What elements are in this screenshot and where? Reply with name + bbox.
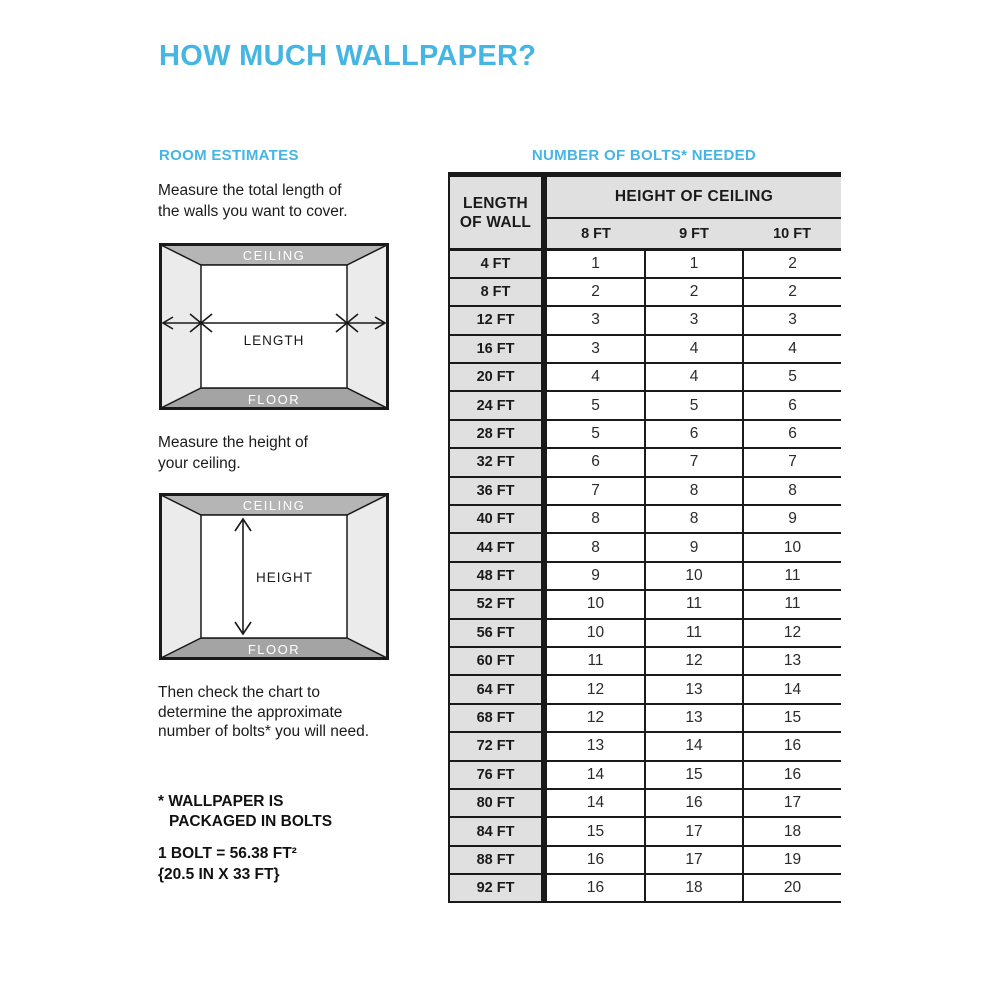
table-row [449,533,841,561]
bolt-count-cell: 5 [544,391,645,419]
table-row [449,562,841,590]
table-row [449,391,841,419]
table-header-row-1 [449,175,841,219]
bolt-count-cell: 6 [743,420,841,448]
bolt-count-cell: 16 [743,732,841,760]
bolt-size-info [158,844,297,885]
wall-length-cell: 88 FT [449,846,544,874]
bolt-count-cell: 4 [544,363,645,391]
bolt-count-cell: 7 [743,448,841,476]
bolt-count-cell: 11 [743,562,841,590]
bolt-count-cell: 14 [544,789,645,817]
table-row [449,846,841,874]
bolts-table-container [448,172,841,903]
bolt-count-cell: 10 [544,619,645,647]
table-row [449,363,841,391]
wall-length-cell: 84 FT [449,817,544,845]
bolt-count-cell: 10 [645,562,743,590]
wall-length-cell: 68 FT [449,704,544,732]
table-row [449,761,841,789]
room-height-diagram [159,493,389,660]
wall-length-cell: 72 FT [449,732,544,760]
wall-length-cell: 80 FT [449,789,544,817]
bolt-count-cell: 2 [743,250,841,278]
height-of-ceiling-header: HEIGHT OF CEILING [544,175,841,219]
floor-label: FLOOR [247,642,301,657]
bolt-count-cell: 11 [645,590,743,618]
wall-length-cell: 56 FT [449,619,544,647]
bolt-count-cell: 15 [645,761,743,789]
text-line: number of bolts* you will need. [158,723,370,740]
bolt-count-cell: 3 [544,306,645,334]
wall-length-cell: 8 FT [449,278,544,306]
bolt-count-cell: 16 [544,846,645,874]
bolt-count-cell: 4 [645,363,743,391]
text-line: LENGTH [463,194,528,212]
ceiling-9ft-header: 9 FT [645,218,743,250]
wall-length-cell: 76 FT [449,761,544,789]
bolt-count-cell: 7 [645,448,743,476]
table-row [449,704,841,732]
wall-length-cell: 32 FT [449,448,544,476]
floor-label: FLOOR [247,392,301,407]
bolts-table-body [449,250,841,903]
wall-length-cell: 60 FT [449,647,544,675]
table-row [449,306,841,334]
back-wall [201,265,347,388]
text-line: Measure the height of [158,434,308,451]
bolt-count-cell: 3 [743,306,841,334]
bolt-count-cell: 2 [743,278,841,306]
room-estimates-heading: ROOM ESTIMATES [159,147,299,164]
text-line: OF WALL [459,213,532,231]
bolt-count-cell: 12 [743,619,841,647]
bolts-table [448,172,841,903]
bolt-count-cell: 8 [544,505,645,533]
wall-length-cell: 52 FT [449,590,544,618]
text-line: {20.5 IN X 33 FT} [158,865,280,883]
bolt-count-cell: 2 [645,278,743,306]
text-line: PACKAGED IN BOLTS [169,813,333,830]
table-row [449,675,841,703]
length-dimension-label: LENGTH [243,333,305,348]
table-row [449,647,841,675]
wall-length-cell: 4 FT [449,250,544,278]
step3-text [158,683,369,742]
bolt-count-cell: 17 [743,789,841,817]
bolt-count-cell: 8 [743,477,841,505]
bolt-count-cell: 2 [544,278,645,306]
bolt-count-cell: 11 [645,619,743,647]
bolt-count-cell: 9 [743,505,841,533]
bolt-count-cell: 16 [544,874,645,902]
wall-length-cell: 16 FT [449,335,544,363]
height-dimension-label: HEIGHT [256,570,314,585]
bolt-count-cell: 1 [645,250,743,278]
bolt-count-cell: 19 [743,846,841,874]
bolt-count-cell: 11 [544,647,645,675]
bolt-count-cell: 8 [645,505,743,533]
wall-length-cell: 92 FT [449,874,544,902]
bolt-count-cell: 6 [743,391,841,419]
bolt-count-cell: 5 [645,391,743,419]
table-row [449,619,841,647]
bolt-count-cell: 13 [743,647,841,675]
bolt-count-cell: 14 [544,761,645,789]
ceiling-10ft-header: 10 FT [743,218,841,250]
bolt-count-cell: 12 [645,647,743,675]
wall-length-cell: 40 FT [449,505,544,533]
bolt-count-cell: 10 [743,533,841,561]
ceiling-label: CEILING [242,248,306,263]
table-row [449,335,841,363]
wall-length-cell: 36 FT [449,477,544,505]
text-line: * WALLPAPER IS [158,793,284,810]
table-row [449,250,841,278]
wall-length-cell: 12 FT [449,306,544,334]
wallpaper-bolts-footnote [158,792,332,832]
bolt-count-cell: 6 [645,420,743,448]
table-row [449,874,841,902]
text-line: Then check the chart to [158,684,320,701]
text-line: determine the approximate [158,703,343,721]
bolts-needed-heading: NUMBER OF BOLTS* NEEDED [531,147,757,164]
bolt-count-cell: 12 [544,675,645,703]
bolt-count-cell: 14 [743,675,841,703]
bolt-count-cell: 12 [544,704,645,732]
page-title: HOW MUCH WALLPAPER? [159,40,537,72]
step2-text [158,432,308,474]
wall-length-cell: 48 FT [449,562,544,590]
bolt-count-cell: 18 [645,874,743,902]
text-line: Measure the total length of [158,182,342,199]
bolt-count-cell: 15 [544,817,645,845]
bolt-count-cell: 17 [645,846,743,874]
room-length-diagram [159,243,389,410]
text-line: 1 BOLT = 56.38 FT² [158,845,297,862]
table-row [449,590,841,618]
table-row [449,420,841,448]
bolt-count-cell: 15 [743,704,841,732]
bolt-count-cell: 4 [645,335,743,363]
bolt-count-cell: 16 [743,761,841,789]
bolt-count-cell: 13 [645,675,743,703]
bolt-count-cell: 16 [645,789,743,817]
bolt-count-cell: 5 [544,420,645,448]
bolt-count-cell: 1 [544,250,645,278]
table-row [449,278,841,306]
bolt-count-cell: 4 [743,335,841,363]
table-row [449,505,841,533]
bolt-count-cell: 13 [645,704,743,732]
ceiling-8ft-header: 8 FT [544,218,645,250]
bolt-count-cell: 17 [645,817,743,845]
text-line: the walls you want to cover. [158,203,348,220]
bolt-count-cell: 18 [743,817,841,845]
bolt-count-cell: 3 [544,335,645,363]
bolt-count-cell: 20 [743,874,841,902]
bolt-count-cell: 7 [544,477,645,505]
table-row [449,817,841,845]
table-row [449,732,841,760]
step1-text [158,180,348,222]
wall-length-cell: 24 FT [449,391,544,419]
length-of-wall-header [449,175,544,250]
bolt-count-cell: 8 [544,533,645,561]
wall-length-cell: 64 FT [449,675,544,703]
text-line: your ceiling. [158,455,241,472]
table-row [449,477,841,505]
table-row [449,789,841,817]
wall-length-cell: 28 FT [449,420,544,448]
bolt-count-cell: 9 [544,562,645,590]
ceiling-label: CEILING [242,498,306,513]
wall-length-cell: 44 FT [449,533,544,561]
bolt-count-cell: 10 [544,590,645,618]
bolt-count-cell: 6 [544,448,645,476]
bolt-count-cell: 5 [743,363,841,391]
bolt-count-cell: 3 [645,306,743,334]
wall-length-cell: 20 FT [449,363,544,391]
bolt-count-cell: 11 [743,590,841,618]
bolt-count-cell: 13 [544,732,645,760]
bolt-count-cell: 14 [645,732,743,760]
bolt-count-cell: 8 [645,477,743,505]
bolt-count-cell: 9 [645,533,743,561]
table-row [449,448,841,476]
